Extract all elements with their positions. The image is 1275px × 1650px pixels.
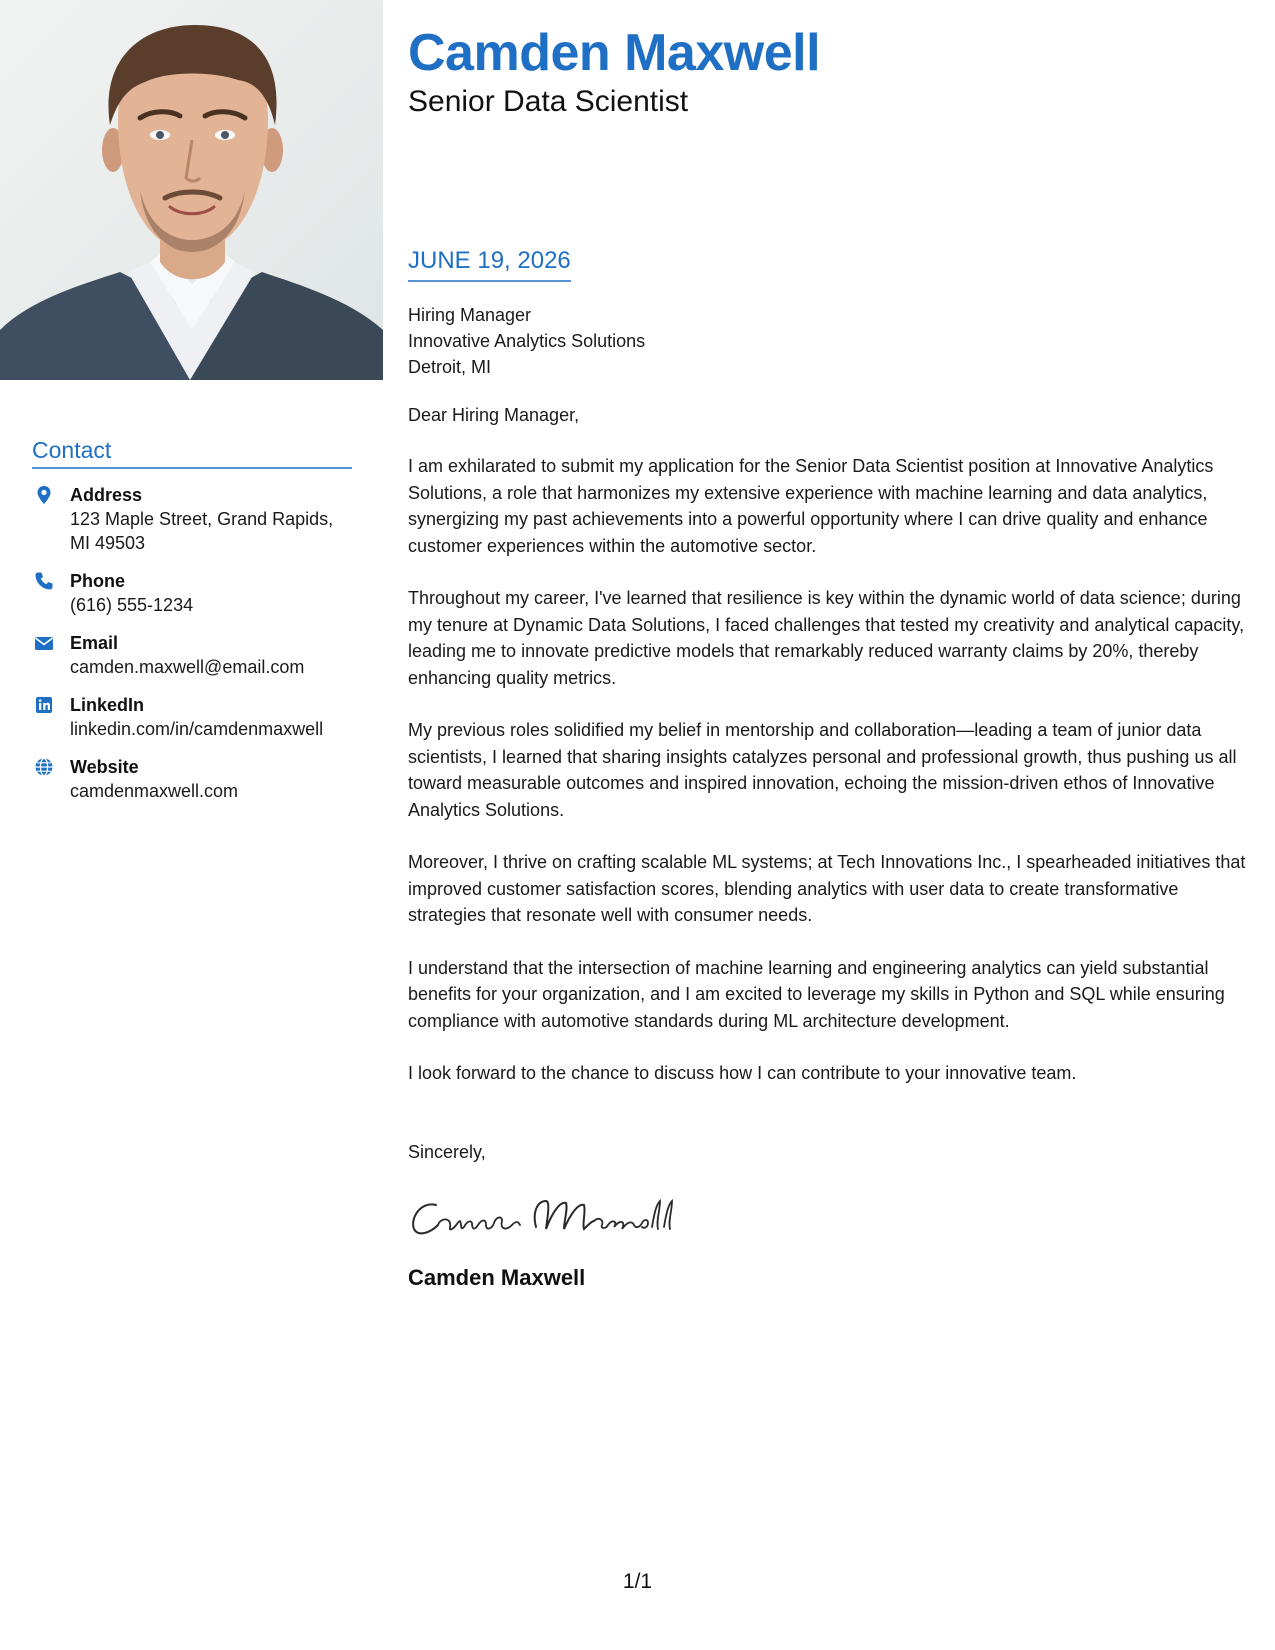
email-label: Email [70,633,119,653]
location-pin-icon [34,485,54,505]
address-label: Address [70,485,143,505]
signature-name: Camden Maxwell [408,1264,586,1290]
paragraph-6: I look forward to the chance to discuss how I can contribute to your innovative team. [408,1063,1077,1083]
address-value-line2: MI 49503 [70,533,146,553]
linkedin-label: LinkedIn [70,695,145,715]
paragraph-3: My previous roles solidified my belief in mentorship and collaboration—leading a team of junior data scientists, I learned that sharing insights catalyzes personal and professional growth, thus pushing us all toward measurable outcomes and inspired innovation, echoing the mission-driven ethos of Innovative Analytics Solutions. [408,720,1237,820]
contact-address [32,483,352,555]
applicant-title: Senior Data Scientist [408,85,689,118]
phone-label: Phone [70,571,126,591]
closing: Sincerely, [408,1141,486,1162]
handwritten-signature [408,1191,1253,1243]
paragraph-1: I am exhilarated to submit my application for the Senior Data Scientist position at Innovative Analytics Solutions, a role that harmonizes my extensive experience with machine learning and data analytics, synergizing my past achievements into a powerful opportunity where I can drive quality and enhance customer experiences within the automotive sector. [408,456,1214,556]
signature-icon [408,1191,678,1243]
envelope-icon [34,633,54,653]
recipient-line-2: Innovative Analytics Solutions [408,331,646,351]
recipient-line-1: Hiring Manager [408,305,532,325]
globe-icon [34,757,54,777]
phone-value: (616) 555-1234 [70,595,194,615]
contact-heading: Contact [32,437,352,469]
linkedin-icon [34,695,54,715]
letter-main [408,22,1253,1291]
paragraph-5: I understand that the intersection of machine learning and engineering analytics can yield substantial benefits for your organization, and I am excited to leverage my skills in Python and SQL while ensuring compliance with automotive standards during ML architecture development. [408,957,1225,1031]
letter-date-wrap [408,246,571,282]
address-value-line1: 123 Maple Street, Grand Rapids, [70,509,334,529]
contact-sidebar [32,437,352,803]
website-label: Website [70,757,139,777]
contact-linkedin [32,693,352,741]
paragraph-2: Throughout my career, I've learned that resilience is key within the dynamic world of data science; during my tenure at Dynamic Data Solutions, I faced challenges that tested my creativity and analytical capacity, leading me to innovate predictive models that remarkably reduced warranty claims by 20%, thereby enhancing quality metrics. [408,588,1245,688]
profile-photo [0,0,383,380]
applicant-name: Camden Maxwell [408,24,821,82]
paragraph-4: Moreover, I thrive on crafting scalable ML systems; at Tech Innovations Inc., I spearheaded initiatives that improved customer satisfaction scores, blending analytics with user data to create transformative strategies that resonate well with consumer needs. [408,852,1246,925]
letter-date: JUNE 19, 2026 [408,246,571,282]
email-value[interactable]: camden.maxwell@email.com [70,657,305,677]
page-number: 1/1 [622,1570,653,1593]
letter-body [408,453,1253,1087]
linkedin-value[interactable]: linkedin.com/in/camdenmaxwell [70,719,324,739]
website-value[interactable]: camdenmaxwell.com [70,781,239,801]
contact-website [32,755,352,803]
salutation: Dear Hiring Manager, [408,405,580,425]
contact-email [32,631,352,679]
recipient-line-3: Detroit, MI [408,357,492,377]
phone-icon [34,571,54,591]
portrait-icon [0,0,383,380]
recipient-block [408,302,1253,380]
contact-phone [32,569,352,617]
